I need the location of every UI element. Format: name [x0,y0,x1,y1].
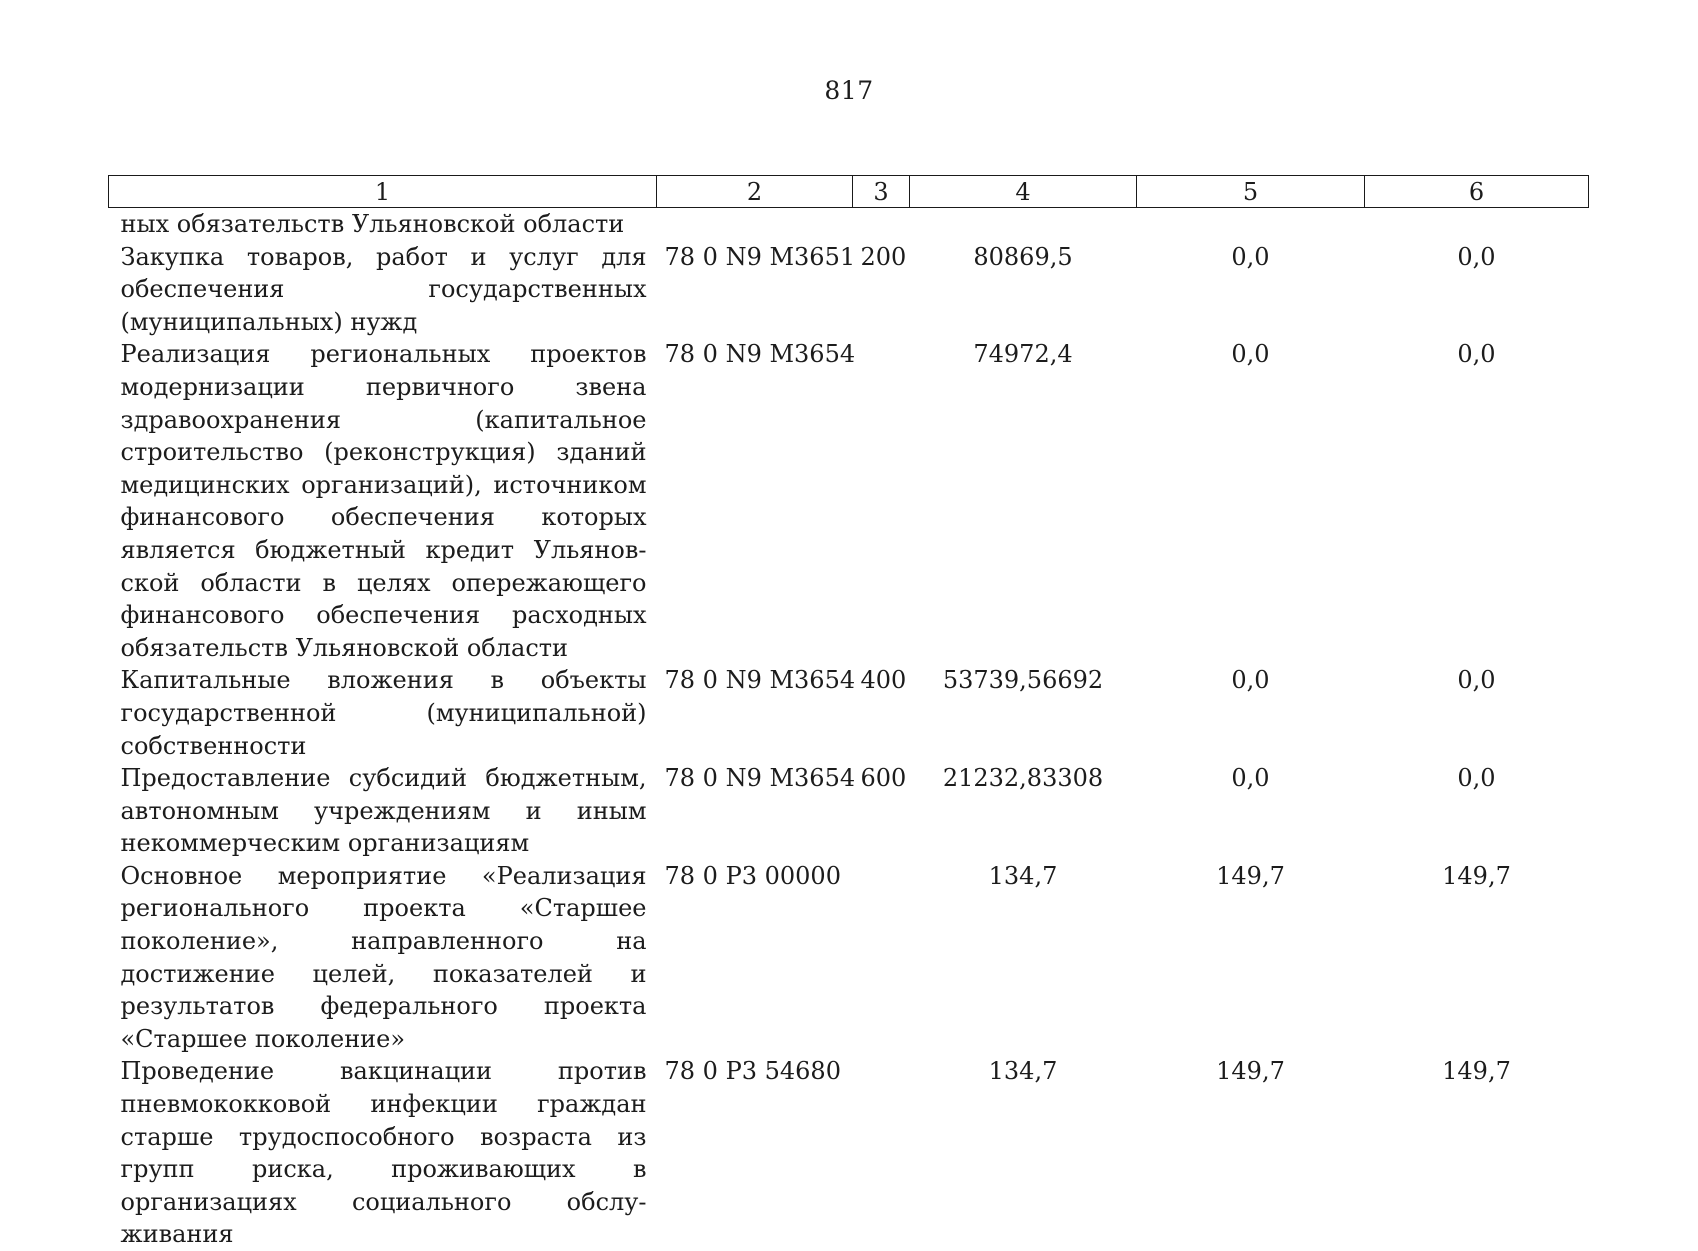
row-value-5: 0,0 [1137,664,1365,762]
row-value-4: 53739,56692 [910,664,1137,762]
row-value-6: 0,0 [1365,241,1589,339]
row-value-6: 0,0 [1365,664,1589,762]
row-code: 78 0 Р3 54680 [657,1055,853,1251]
row-value-5: 149,7 [1137,1055,1365,1251]
header-row [109,176,1589,208]
row-value-6: 149,7 [1365,860,1589,1056]
header-col-3: 3 [853,176,910,208]
header-col-1: 1 [109,176,657,208]
row-expense-type [853,208,910,241]
row-expense-type: 400 [853,664,910,762]
row-value-4 [910,208,1137,241]
row-expense-type [853,860,910,1056]
table-row [109,208,1589,241]
row-value-6: 149,7 [1365,1055,1589,1251]
row-code: 78 0 N9 М3654 [657,762,853,860]
row-code: 78 0 Р3 00000 [657,860,853,1056]
row-name: Предоставление субсидий бюджетным, автономным учреждениям и иным некоммерческим организациям [109,762,657,860]
row-name: Основное мероприятие «Реализация регионального проекта «Старшее поколение», направленного на достижение целей, показателей и результатов федерального проекта «Старшее поколение» [109,860,657,1056]
row-expense-type [853,338,910,664]
table-row [109,664,1589,762]
header-col-5: 5 [1137,176,1365,208]
row-value-5: 149,7 [1137,860,1365,1056]
row-name: Проведение вакцинации против пневмококковой инфекции граждан старше трудоспособного возраста из групп риска, проживающих в организациях социального обслуживания [109,1055,657,1251]
row-value-5: 0,0 [1137,762,1365,860]
row-value-4: 134,7 [910,860,1137,1056]
row-name: ных обязательств Ульяновской области [109,208,657,241]
page-number: 817 [0,76,1698,105]
row-expense-type [853,1055,910,1251]
row-value-5: 0,0 [1137,241,1365,339]
row-value-4: 21232,83308 [910,762,1137,860]
row-value-4: 80869,5 [910,241,1137,339]
row-name: Закупка товаров, работ и услуг для обеспечения государственных (муниципальных) нужд [109,241,657,339]
budget-table [108,175,1589,1251]
table-row [109,1055,1589,1251]
table-body [109,208,1589,1251]
row-value-5 [1137,208,1365,241]
table-header [109,176,1589,208]
row-value-6 [1365,208,1589,241]
header-col-2: 2 [657,176,853,208]
header-col-6: 6 [1365,176,1589,208]
header-col-4: 4 [910,176,1137,208]
row-name: Реализация региональных проектов модернизации первичного звена здравоохранения (капитальное строительство (реконструкция) зданий медицинских организаций), источником финансового обеспечения которых является бюджетный кредит Ульяновской области в целях опережающего финансового обеспечения расходных обязательств Ульяновской области [109,338,657,664]
table-row [109,338,1589,664]
row-expense-type: 200 [853,241,910,339]
row-value-6: 0,0 [1365,762,1589,860]
row-value-5: 0,0 [1137,338,1365,664]
row-expense-type: 600 [853,762,910,860]
table-row [109,762,1589,860]
row-name: Капитальные вложения в объекты государственной (муниципальной) собственности [109,664,657,762]
table-row [109,860,1589,1056]
row-value-4: 134,7 [910,1055,1137,1251]
row-code: 78 0 N9 М3654 [657,338,853,664]
table-row [109,241,1589,339]
row-code [657,208,853,241]
row-code: 78 0 N9 М3654 [657,664,853,762]
row-value-6: 0,0 [1365,338,1589,664]
row-value-4: 74972,4 [910,338,1137,664]
row-code: 78 0 N9 М3651 [657,241,853,339]
